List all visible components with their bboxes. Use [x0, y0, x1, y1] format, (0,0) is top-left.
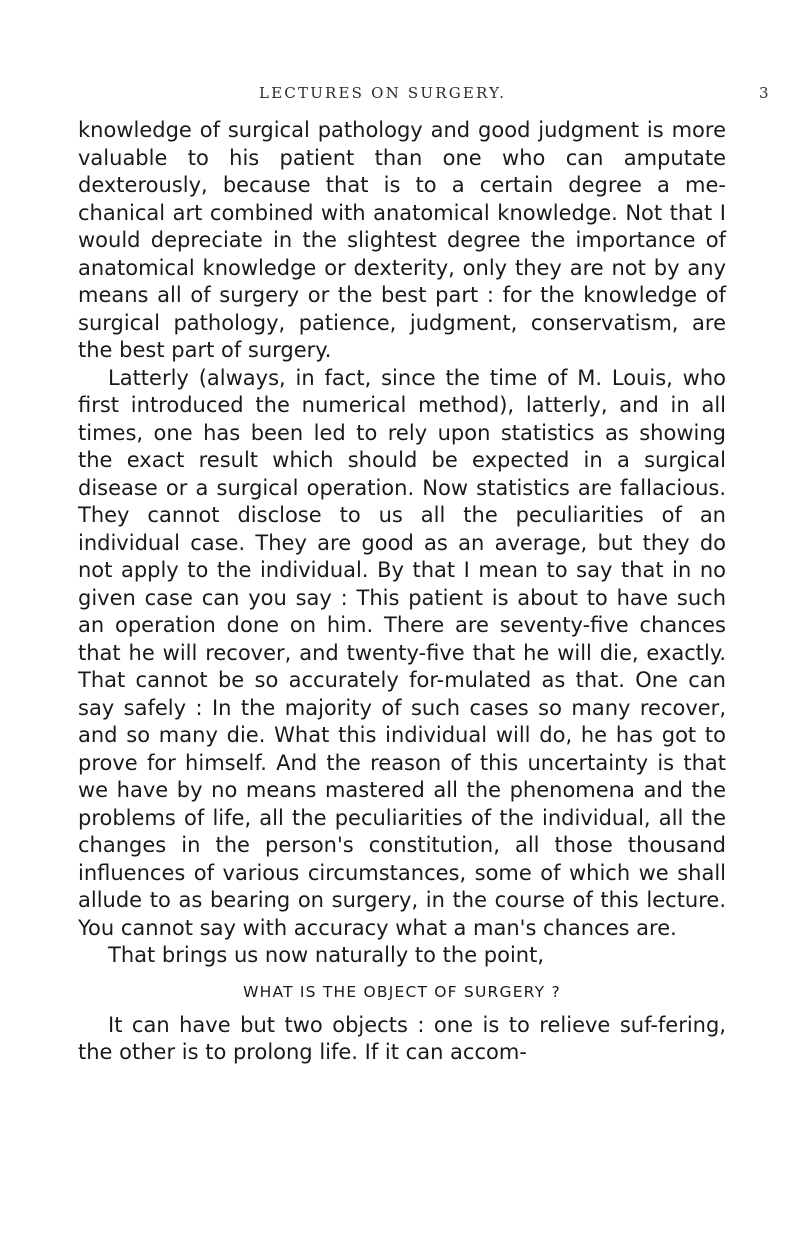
paragraph-transition: That brings us now naturally to the point,	[108, 943, 545, 967]
section-heading: WHAT IS THE OBJECT OF SURGERY ?	[243, 982, 561, 1001]
page-number: 3	[759, 84, 771, 102]
running-header	[0, 84, 800, 108]
body-text	[78, 117, 726, 1067]
running-header-title: LECTURES ON SURGERY.	[259, 84, 507, 102]
paragraph-objects: It can have but two objects : one is to relieve suf-fering, the other is to prolong life. If it can accom-	[78, 1012, 726, 1064]
paragraph-statistics: Latterly (always, in fact, since the time of M. Louis, who first introduced the numerical method), latterly, and in all times, one has been led to rely upon statistics as showing the exact result which should be expected in a surgical disease or a surgical operation. Now statistics are fallacious. They cannot disclose to us all the peculiarities of an individual case. They are good as an average, but they do not apply to the individual. By that I mean to say that in no given case can you say : This patient is about to have such an operation done on him. There are seventy-five chances that he will recover, and twenty-five that he will die, exactly. That cannot be so accurately for-mulated as that. One can say safely : In the majority of such cases so many recover, and so many die. What this individual will do, he has got to prove for himself. And the reason of this uncertainty is that we have by no means mastered all the phenomena and the problems of life, all the peculiarities of the individual, all the changes in the person's constitution, all those thousand influences of various circumstances, some of which we shall allude to as bearing on surgery, in the course of this lecture. You cannot say with accuracy what a man's chances are.	[78, 365, 726, 940]
paragraph-continued: knowledge of surgical pathology and good judgment is more valuable to his patient than one who can amputate dexterously, because that is to a certain degree a me-chanical art combined with anatomical knowledge. Not that I would depreciate in the slightest degree the importance of anatomical knowledge or dexterity, only they are not by any means all of surgery or the best part : for the knowledge of surgical pathology, patience, judgment, conservatism, are the best part of surgery.	[78, 118, 726, 362]
